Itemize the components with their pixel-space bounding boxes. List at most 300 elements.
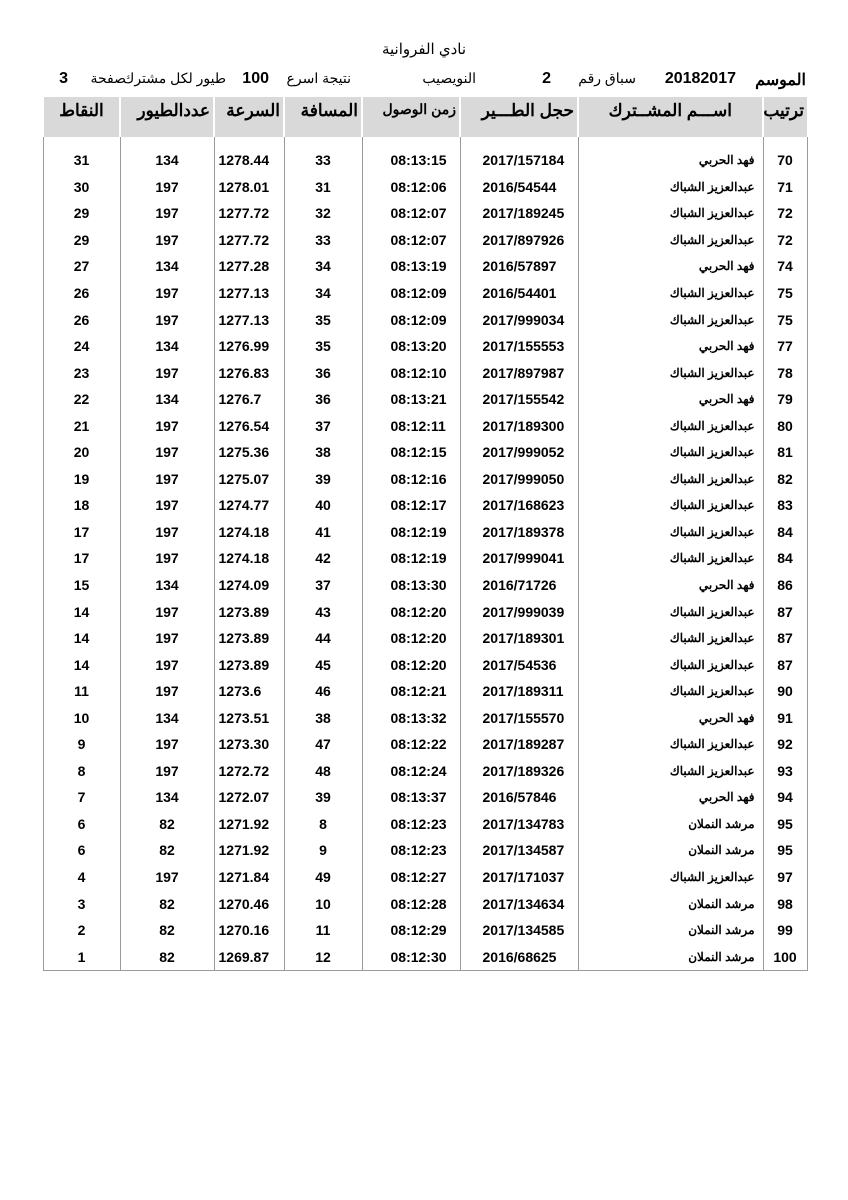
birds-count-cell: 134 [120,784,214,811]
points-cell: 6 [43,837,120,864]
arrival-time-cell: 08:12:28 [362,890,460,917]
speed-cell: 1273.51 [214,704,284,731]
arrival-time-cell: 08:12:10 [362,359,460,386]
distance-cell: 34 [284,280,362,307]
speed-cell: 1276.83 [214,359,284,386]
speed-cell: 1276.54 [214,412,284,439]
ring-number-cell: 2017/155570 [460,704,578,731]
col-points-header: النقاط [43,97,120,137]
points-cell: 7 [43,784,120,811]
birds-count-cell: 82 [120,890,214,917]
col-distance-header: المسافة [284,97,362,137]
member-name-cell: فهد الحربي [578,253,763,280]
table-row [43,917,807,944]
ring-number-cell: 2016/57846 [460,784,578,811]
member-name-cell: عبدالعزيز الشباك [578,519,763,546]
rank-cell: 87 [763,651,807,678]
ring-number-cell: 2017/157184 [460,147,578,174]
birds-count-cell: 197 [120,439,214,466]
rank-cell: 78 [763,359,807,386]
distance-cell: 42 [284,545,362,572]
member-name-cell: عبدالعزيز الشباك [578,492,763,519]
rank-cell: 87 [763,598,807,625]
col-name-header: اســـم المشــترك [578,97,763,137]
points-cell: 6 [43,811,120,838]
table-row [43,572,807,599]
member-name-cell: عبدالعزيز الشباك [578,439,763,466]
table-row [43,890,807,917]
ring-number-cell: 2017/155542 [460,386,578,413]
member-name-cell: مرشد النملان [578,917,763,944]
ring-number-cell: 2017/897926 [460,227,578,254]
table-row [43,943,807,970]
arrival-time-cell: 08:13:37 [362,784,460,811]
col-rank-header: ترتيب [763,97,807,137]
arrival-time-cell: 08:13:15 [362,147,460,174]
distance-cell: 35 [284,306,362,333]
distance-cell: 38 [284,439,362,466]
member-name-cell: عبدالعزيز الشباك [578,200,763,227]
rank-cell: 99 [763,917,807,944]
distance-cell: 45 [284,651,362,678]
ring-number-cell: 2017/134585 [460,917,578,944]
arrival-time-cell: 08:12:19 [362,545,460,572]
ring-number-cell: 2017/168623 [460,492,578,519]
member-name-cell: مرشد النملان [578,811,763,838]
speed-cell: 1277.28 [214,253,284,280]
arrival-time-cell: 08:12:11 [362,412,460,439]
col-time-header: زمن الوصول [362,97,460,137]
birds-count-cell: 197 [120,466,214,493]
rank-cell: 71 [763,174,807,201]
arrival-time-cell: 08:12:27 [362,864,460,891]
race-info-line [42,70,806,92]
speed-cell: 1273.30 [214,731,284,758]
per-member-label: طيور لكل مشترك [122,70,226,86]
ring-number-cell: 2016/54544 [460,174,578,201]
arrival-time-cell: 08:12:20 [362,651,460,678]
member-name-cell: عبدالعزيز الشباك [578,864,763,891]
points-cell: 26 [43,306,120,333]
ring-number-cell: 2017/54536 [460,651,578,678]
speed-cell: 1274.09 [214,572,284,599]
member-name-cell: مرشد النملان [578,837,763,864]
table-row [43,678,807,705]
rank-cell: 81 [763,439,807,466]
table-row [43,466,807,493]
arrival-time-cell: 08:12:22 [362,731,460,758]
birds-count-cell: 134 [120,704,214,731]
speed-cell: 1270.46 [214,890,284,917]
rank-cell: 94 [763,784,807,811]
distance-cell: 9 [284,837,362,864]
birds-count-cell: 197 [120,174,214,201]
table-row [43,306,807,333]
table-row [43,200,807,227]
rank-cell: 100 [763,943,807,970]
birds-count-cell: 197 [120,519,214,546]
speed-cell: 1271.92 [214,837,284,864]
fastest-label: نتيجة اسرع [286,70,351,86]
table-row [43,864,807,891]
arrival-time-cell: 08:12:16 [362,466,460,493]
ring-number-cell: 2017/189300 [460,412,578,439]
speed-cell: 1273.89 [214,598,284,625]
points-cell: 17 [43,545,120,572]
points-cell: 31 [43,147,120,174]
points-cell: 30 [43,174,120,201]
speed-cell: 1269.87 [214,943,284,970]
rank-cell: 75 [763,306,807,333]
table-row [43,704,807,731]
table-row [43,837,807,864]
member-name-cell: عبدالعزيز الشباك [578,359,763,386]
ring-number-cell: 2017/189326 [460,758,578,785]
col-birds-header: عددالطيور [120,97,214,137]
points-cell: 24 [43,333,120,360]
points-cell: 26 [43,280,120,307]
points-cell: 14 [43,625,120,652]
ring-number-cell: 2017/171037 [460,864,578,891]
rank-cell: 79 [763,386,807,413]
arrival-time-cell: 08:12:09 [362,306,460,333]
arrival-time-cell: 08:12:06 [362,174,460,201]
birds-count-cell: 82 [120,943,214,970]
birds-count-cell: 197 [120,412,214,439]
ring-number-cell: 2017/189311 [460,678,578,705]
ring-number-cell: 2017/999041 [460,545,578,572]
distance-cell: 35 [284,333,362,360]
birds-count-cell: 197 [120,678,214,705]
member-name-cell: مرشد النملان [578,943,763,970]
points-cell: 22 [43,386,120,413]
rank-cell: 75 [763,280,807,307]
birds-count-cell: 82 [120,837,214,864]
ring-number-cell: 2016/71726 [460,572,578,599]
table-row [43,598,807,625]
speed-cell: 1275.36 [214,439,284,466]
table-row [43,227,807,254]
arrival-time-cell: 08:12:23 [362,811,460,838]
points-cell: 14 [43,651,120,678]
distance-cell: 11 [284,917,362,944]
rank-cell: 87 [763,625,807,652]
member-name-cell: عبدالعزيز الشباك [578,466,763,493]
race-name: النويصيب [422,70,476,86]
distance-cell: 41 [284,519,362,546]
speed-cell: 1270.16 [214,917,284,944]
points-cell: 10 [43,704,120,731]
arrival-time-cell: 08:12:24 [362,758,460,785]
rank-cell: 90 [763,678,807,705]
page-value: 3 [59,70,68,87]
distance-cell: 32 [284,200,362,227]
birds-count-cell: 197 [120,598,214,625]
distance-cell: 36 [284,359,362,386]
birds-count-cell: 197 [120,864,214,891]
birds-count-cell: 197 [120,731,214,758]
speed-cell: 1274.18 [214,519,284,546]
season-value: 20182017 [664,70,736,87]
birds-count-cell: 197 [120,200,214,227]
distance-cell: 36 [284,386,362,413]
distance-cell: 47 [284,731,362,758]
rank-cell: 84 [763,519,807,546]
spacer-row [43,137,807,147]
distance-cell: 33 [284,147,362,174]
points-cell: 15 [43,572,120,599]
ring-number-cell: 2017/134634 [460,890,578,917]
points-cell: 20 [43,439,120,466]
birds-count-cell: 197 [120,758,214,785]
arrival-time-cell: 08:12:20 [362,598,460,625]
ring-number-cell: 2016/54401 [460,280,578,307]
distance-cell: 12 [284,943,362,970]
points-cell: 9 [43,731,120,758]
birds-count-cell: 134 [120,147,214,174]
member-name-cell: عبدالعزيز الشباك [578,625,763,652]
points-cell: 19 [43,466,120,493]
speed-cell: 1277.13 [214,306,284,333]
arrival-time-cell: 08:12:07 [362,200,460,227]
member-name-cell: عبدالعزيز الشباك [578,598,763,625]
points-cell: 27 [43,253,120,280]
arrival-time-cell: 08:12:15 [362,439,460,466]
ring-number-cell: 2017/999034 [460,306,578,333]
birds-count-cell: 197 [120,227,214,254]
table-row [43,625,807,652]
rank-cell: 70 [763,147,807,174]
points-cell: 14 [43,598,120,625]
distance-cell: 8 [284,811,362,838]
points-cell: 21 [43,412,120,439]
birds-count-cell: 82 [120,811,214,838]
table-row [43,439,807,466]
speed-cell: 1277.13 [214,280,284,307]
rank-cell: 83 [763,492,807,519]
points-cell: 11 [43,678,120,705]
distance-cell: 39 [284,466,362,493]
rank-cell: 86 [763,572,807,599]
speed-cell: 1272.07 [214,784,284,811]
points-cell: 1 [43,943,120,970]
ring-number-cell: 2017/155553 [460,333,578,360]
speed-cell: 1277.72 [214,227,284,254]
speed-cell: 1278.44 [214,147,284,174]
ring-number-cell: 2017/189287 [460,731,578,758]
ring-number-cell: 2017/999052 [460,439,578,466]
distance-cell: 44 [284,625,362,652]
member-name-cell: فهد الحربي [578,704,763,731]
distance-cell: 10 [284,890,362,917]
birds-count-cell: 134 [120,333,214,360]
rank-cell: 98 [763,890,807,917]
speed-cell: 1273.6 [214,678,284,705]
table-row [43,731,807,758]
ring-number-cell: 2017/189301 [460,625,578,652]
points-cell: 29 [43,227,120,254]
fastest-value: 100 [242,70,269,87]
rank-cell: 91 [763,704,807,731]
distance-cell: 46 [284,678,362,705]
table-row [43,492,807,519]
birds-count-cell: 197 [120,280,214,307]
distance-cell: 40 [284,492,362,519]
table-row [43,333,807,360]
distance-cell: 48 [284,758,362,785]
points-cell: 4 [43,864,120,891]
points-cell: 3 [43,890,120,917]
arrival-time-cell: 08:12:19 [362,519,460,546]
arrival-time-cell: 08:12:20 [362,625,460,652]
member-name-cell: عبدالعزيز الشباك [578,545,763,572]
ring-number-cell: 2017/999039 [460,598,578,625]
arrival-time-cell: 08:12:17 [362,492,460,519]
member-name-cell: فهد الحربي [578,784,763,811]
speed-cell: 1271.92 [214,811,284,838]
member-name-cell: مرشد النملان [578,890,763,917]
member-name-cell: عبدالعزيز الشباك [578,651,763,678]
speed-cell: 1277.72 [214,200,284,227]
birds-count-cell: 134 [120,572,214,599]
distance-cell: 43 [284,598,362,625]
member-name-cell: فهد الحربي [578,333,763,360]
table-row [43,651,807,678]
arrival-time-cell: 08:12:30 [362,943,460,970]
birds-count-cell: 197 [120,306,214,333]
points-cell: 18 [43,492,120,519]
rank-cell: 95 [763,811,807,838]
member-name-cell: عبدالعزيز الشباك [578,758,763,785]
distance-cell: 37 [284,412,362,439]
speed-cell: 1276.99 [214,333,284,360]
speed-cell: 1275.07 [214,466,284,493]
speed-cell: 1276.7 [214,386,284,413]
table-row [43,758,807,785]
member-name-cell: عبدالعزيز الشباك [578,227,763,254]
member-name-cell: عبدالعزيز الشباك [578,678,763,705]
speed-cell: 1273.89 [214,651,284,678]
distance-cell: 33 [284,227,362,254]
rank-cell: 72 [763,227,807,254]
rank-cell: 93 [763,758,807,785]
points-cell: 8 [43,758,120,785]
points-cell: 23 [43,359,120,386]
member-name-cell: عبدالعزيز الشباك [578,412,763,439]
table-row [43,386,807,413]
birds-count-cell: 82 [120,917,214,944]
race-number-label: سباق رقم [578,70,636,86]
ring-number-cell: 2017/134783 [460,811,578,838]
table-row [43,147,807,174]
ring-number-cell: 2017/999050 [460,466,578,493]
race-number-value: 2 [542,70,551,87]
distance-cell: 34 [284,253,362,280]
distance-cell: 39 [284,784,362,811]
rank-cell: 80 [763,412,807,439]
table-row [43,253,807,280]
member-name-cell: فهد الحربي [578,572,763,599]
table-row [43,359,807,386]
speed-cell: 1271.84 [214,864,284,891]
rank-cell: 84 [763,545,807,572]
speed-cell: 1273.89 [214,625,284,652]
points-cell: 29 [43,200,120,227]
rank-cell: 97 [763,864,807,891]
ring-number-cell: 2017/189245 [460,200,578,227]
table-row [43,280,807,307]
rank-cell: 77 [763,333,807,360]
member-name-cell: عبدالعزيز الشباك [578,306,763,333]
ring-number-cell: 2016/68625 [460,943,578,970]
member-name-cell: فهد الحربي [578,386,763,413]
distance-cell: 38 [284,704,362,731]
distance-cell: 37 [284,572,362,599]
table-row [43,784,807,811]
table-row [43,519,807,546]
results-table [42,97,808,971]
birds-count-cell: 134 [120,386,214,413]
header-row [43,97,807,137]
speed-cell: 1274.18 [214,545,284,572]
arrival-time-cell: 08:13:20 [362,333,460,360]
member-name-cell: عبدالعزيز الشباك [578,731,763,758]
arrival-time-cell: 08:13:19 [362,253,460,280]
speed-cell: 1272.72 [214,758,284,785]
ring-number-cell: 2017/897987 [460,359,578,386]
birds-count-cell: 197 [120,651,214,678]
table-row [43,412,807,439]
birds-count-cell: 197 [120,625,214,652]
rank-cell: 92 [763,731,807,758]
arrival-time-cell: 08:12:09 [362,280,460,307]
rank-cell: 82 [763,466,807,493]
arrival-time-cell: 08:13:32 [362,704,460,731]
points-cell: 17 [43,519,120,546]
member-name-cell: عبدالعزيز الشباك [578,174,763,201]
col-speed-header: السرعة [214,97,284,137]
table-row [43,174,807,201]
points-cell: 2 [43,917,120,944]
table-row [43,811,807,838]
ring-number-cell: 2017/134587 [460,837,578,864]
member-name-cell: عبدالعزيز الشباك [578,280,763,307]
season-label: الموسم [755,72,806,89]
arrival-time-cell: 08:13:21 [362,386,460,413]
arrival-time-cell: 08:12:07 [362,227,460,254]
speed-cell: 1278.01 [214,174,284,201]
arrival-time-cell: 08:12:23 [362,837,460,864]
birds-count-cell: 197 [120,545,214,572]
col-ring-header: حجل الطـــير [460,97,578,137]
arrival-time-cell: 08:12:21 [362,678,460,705]
page-label: صفحة [90,70,126,86]
distance-cell: 49 [284,864,362,891]
member-name-cell: فهد الحربي [578,147,763,174]
birds-count-cell: 134 [120,253,214,280]
arrival-time-cell: 08:13:30 [362,572,460,599]
birds-count-cell: 197 [120,492,214,519]
club-title: نادي الفروانية [381,41,467,58]
rank-cell: 95 [763,837,807,864]
rank-cell: 72 [763,200,807,227]
arrival-time-cell: 08:12:29 [362,917,460,944]
ring-number-cell: 2016/57897 [460,253,578,280]
distance-cell: 31 [284,174,362,201]
speed-cell: 1274.77 [214,492,284,519]
table-row [43,545,807,572]
ring-number-cell: 2017/189378 [460,519,578,546]
